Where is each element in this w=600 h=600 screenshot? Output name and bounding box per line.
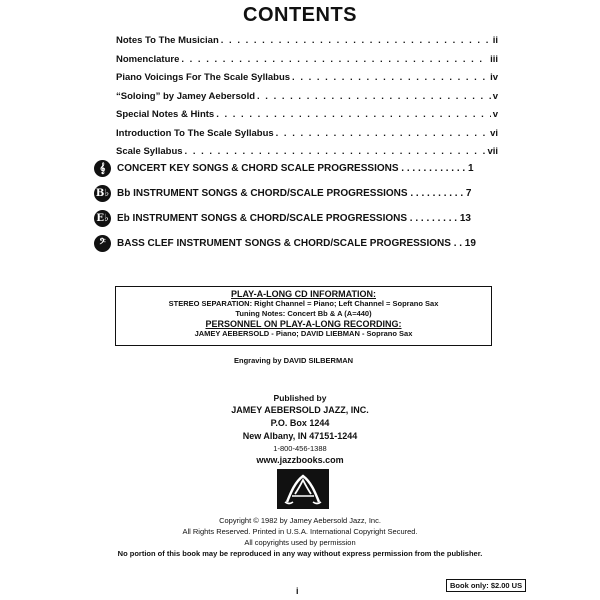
toc-item [116,35,498,54]
tuning-notes-text: Tuning Notes: Concert Bb & A (A=440) [235,309,372,318]
section-item [94,181,498,206]
treble-clef-icon: 𝄞 [94,160,111,177]
copyright-block [0,515,600,559]
toc-dot-leader [292,72,488,83]
reproduction-notice: No portion of this book may be reproduced in any way without express permission from the publisher. [117,549,483,558]
rights-line: All Rights Reserved. Printed in U.S.A. International Copyright Secured. [182,527,418,536]
toc-item [116,128,498,147]
toc-item-label: Notes To The Musician [116,35,219,46]
personnel-heading: PERSONNEL ON PLAY-A-LONG RECORDING: [205,319,402,329]
song-sections [94,156,498,256]
section-label: Bb INSTRUMENT SONGS & CHORD/SCALE PROGRESSIONS . . . . . . . . . . 7 [117,188,472,199]
b-flat-icon: B♭ [94,185,111,202]
toc-dot-leader [216,109,491,120]
personnel-text: JAMEY AEBERSOLD - Piano; DAVID LIEBMAN - Soprano Sax [194,329,413,338]
section-label: CONCERT KEY SONGS & CHORD SCALE PROGRESSIONS . . . . . . . . . . . . 1 [117,163,474,174]
published-by-label: Published by [273,393,327,403]
toc-item-page: iii [490,53,498,65]
publisher-city: New Albany, IN 47151-1244 [242,431,358,441]
toc-dot-leader [276,128,488,139]
toc-item [116,72,498,91]
publisher-website: www.jazzbooks.com [256,455,344,465]
toc-item-label: Introduction To The Scale Syllabus [116,127,274,139]
toc-item-label: “Soloing” by Jamey Aebersold [116,90,256,102]
table-of-contents [116,35,498,165]
toc-dot-leader [181,54,488,65]
toc-item-page: v [492,109,498,120]
publisher-po-box: P.O. Box 1244 [270,418,330,428]
publisher-phone: 1-800-456-1388 [273,444,327,453]
permission-line: All copyrights used by permission [244,538,356,547]
publisher-logo [277,469,329,509]
engraving-credit: Engraving by DAVID SILBERMAN [234,356,354,365]
page-number: i [296,586,299,596]
toc-item-label: Scale Syllabus [116,146,183,157]
toc-item-page: iv [490,72,498,83]
toc-item-page: ii [492,35,498,46]
toc-item [116,91,498,110]
toc-item-page: v [492,90,498,102]
toc-item [116,54,498,73]
stereo-separation-text: STEREO SEPARATION: Right Channel = Piano; Left Channel = Soprano Sax [168,299,439,308]
publisher-name: JAMEY AEBERSOLD JAZZ, INC. [231,405,369,415]
section-item [94,206,498,231]
toc-item-label: Nomenclature [116,53,180,65]
toc-item-page: vi [490,127,498,139]
toc-item-label: Piano Voicings For The Scale Syllabus [116,72,291,83]
cd-info-box [115,286,492,346]
bass-clef-icon: 𝄢 [94,235,111,252]
cd-info-heading: PLAY-A-LONG CD INFORMATION: [231,289,376,299]
section-label: BASS CLEF INSTRUMENT SONGS & CHORD/SCALE PROGRESSIONS . . 19 [117,238,476,249]
section-item [94,231,498,256]
toc-dot-leader [221,35,491,46]
toc-item-label: Special Notes & Hints [116,109,215,120]
section-item [94,156,498,181]
toc-dot-leader [257,91,491,102]
price-label: Book only: $2.00 US [446,579,526,592]
page-title: CONTENTS [243,4,357,26]
aebersold-logo-icon [281,472,325,506]
publisher-block [0,392,600,467]
toc-item-page: vii [487,146,498,157]
toc-item [116,109,498,128]
section-label: Eb INSTRUMENT SONGS & CHORD/SCALE PROGRESSIONS . . . . . . . . . 13 [117,213,471,224]
copyright-line: Copyright © 1982 by Jamey Aebersold Jazz, Inc. [219,516,381,525]
e-flat-icon: E♭ [94,210,111,227]
